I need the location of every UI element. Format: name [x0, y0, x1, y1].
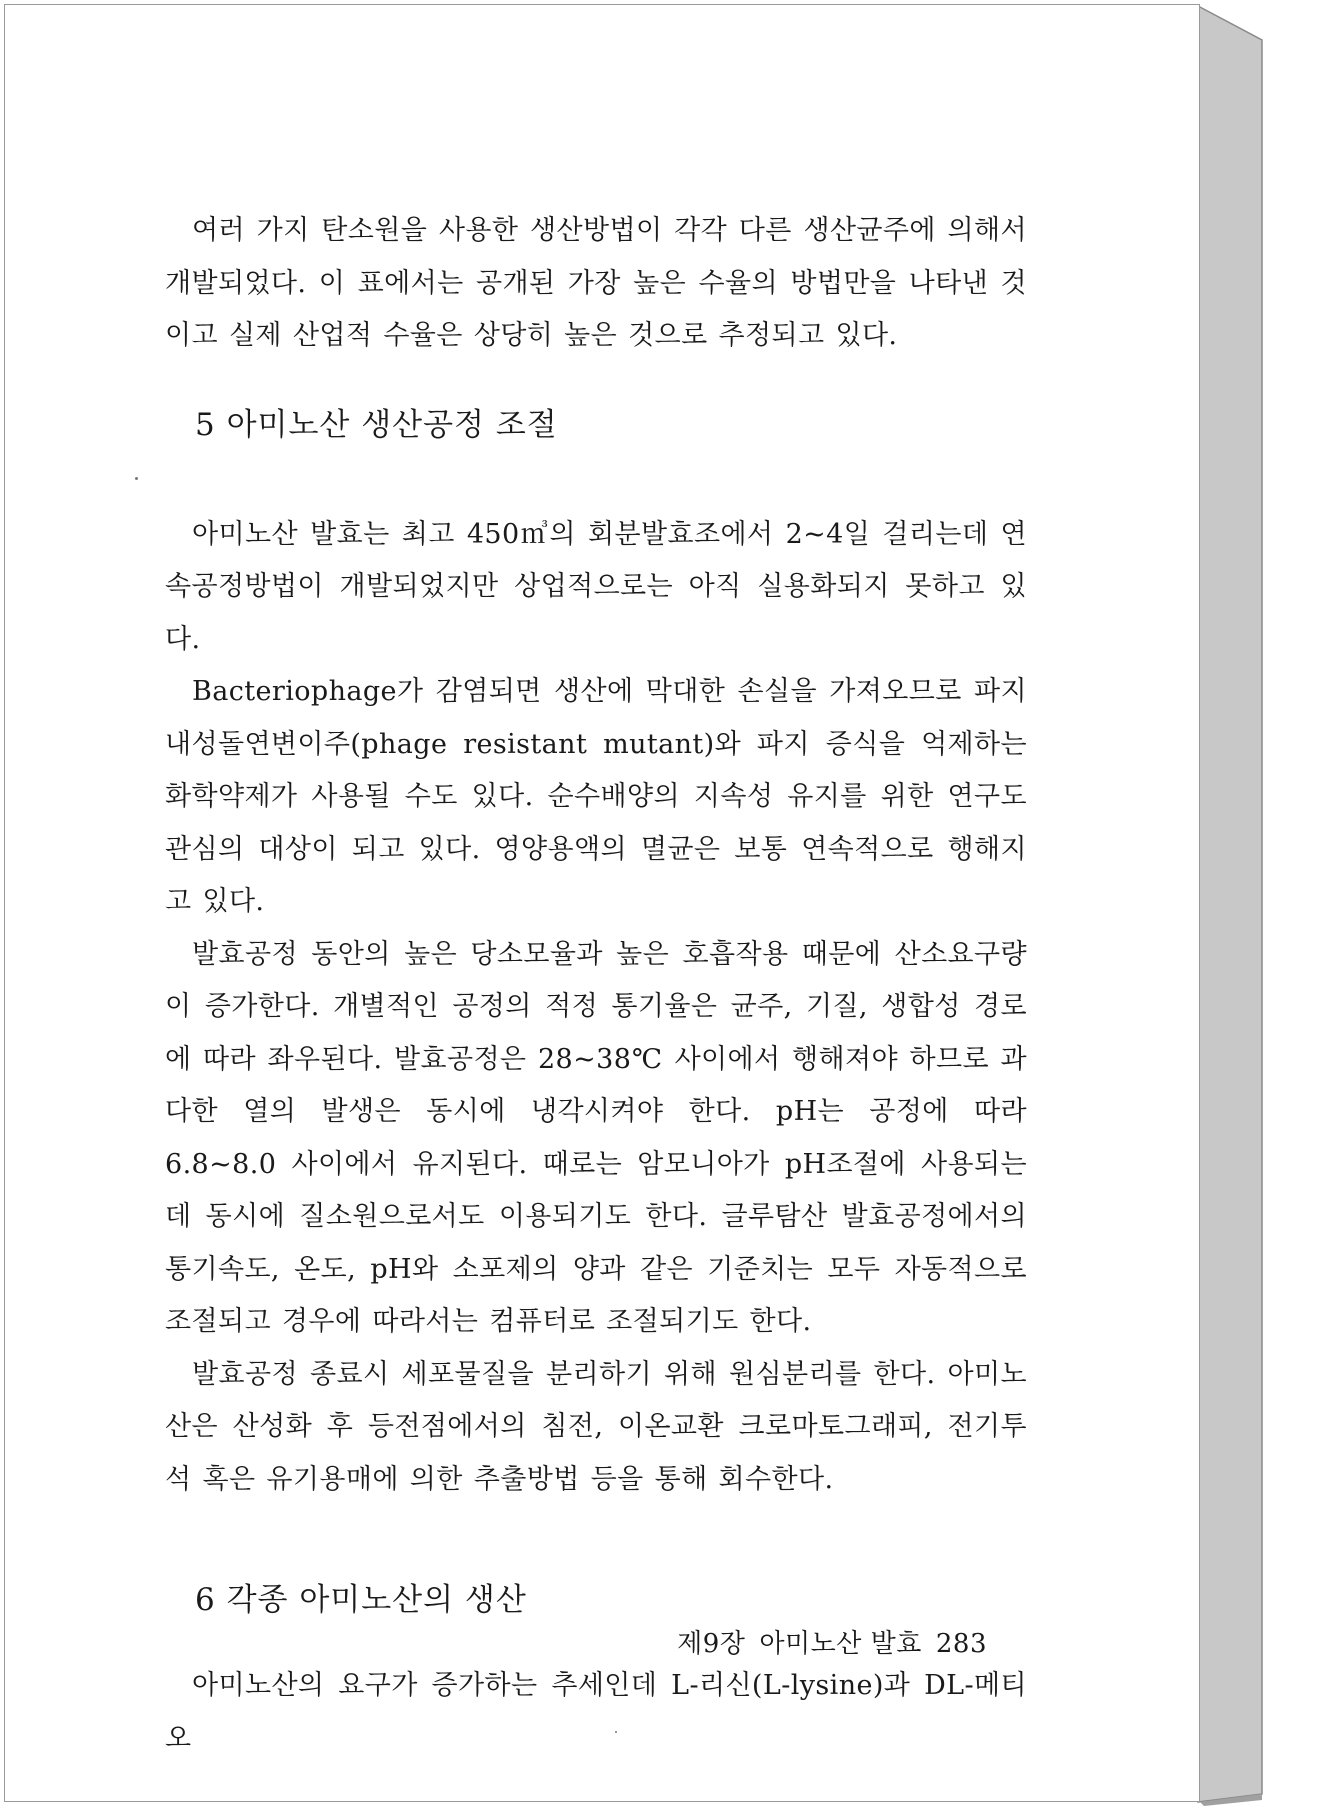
- footer-chapter: 제9장: [677, 1629, 746, 1659]
- section-6-heading: 6 각종 아미노산의 생산: [195, 1582, 527, 1618]
- document-page: [4, 4, 1200, 1802]
- intro-paragraph: 여러 가지 탄소원을 사용한 생산방법이 각각 다른 생산균주에 의해서 개발되었다. 이 표에서는 공개된 가장 높은 수율의 방법만을 나타낸 것이고 실제 산업적 수율은 상당히 높은 것으로 추정되고 있다.: [165, 215, 1027, 351]
- section-6-paragraph: 아미노산의 요구가 증가하는 추세인데 L-리신(L-lysine)과 DL-메티오: [165, 1670, 1027, 1754]
- page-content: [165, 205, 1027, 1765]
- footer-page-number: 283: [935, 1629, 987, 1659]
- section-5-paragraph-1: 아미노산 발효는 최고 450㎥의 회분발효조에서 2~4일 걸리는데 연속공정방법이 개발되었지만 상업적으로는 아직 실용화되지 못하고 있다.: [165, 518, 1027, 655]
- section-5-paragraph-3: 발효공정 동안의 높은 당소모율과 높은 호흡작용 때문에 산소요구량이 증가한다. 개별적인 공정의 적정 통기율은 균주, 기질, 생합성 경로에 따라 좌우된다. 발효공정은 28~38℃ 사이에서 행해져야 하므로 과다한 열의 발생은 동시에 냉각시켜야 한다. pH는 공정에 따라 6.8~8.0 사이에서 유지된다. 때로는 암모니아가 pH조절에 사용되는데 동시에 질소원으로서도 이용되기도 한다. 글루탐산 발효공정에서의 통기속도, 온도, pH와 소포제의 양과 같은 기준치는 모두 자동적으로 조절되고 경우에 따라서는 컴퓨터로 조절되기도 한다.: [165, 938, 1027, 1337]
- scan-speck: [135, 477, 138, 480]
- section-5-heading: 5 아미노산 생산공정 조절: [195, 406, 558, 443]
- section-5-paragraph-4: 발효공정 종료시 세포물질을 분리하기 위해 원심분리를 한다. 아미노산은 산성화 후 등전점에서의 침전, 이온교환 크로마토그래피, 전기투석 혹은 유기용매에 의한 추출방법 등을 통해 회수한다.: [165, 1358, 1027, 1495]
- footer-title: 아미노산 발효: [759, 1629, 922, 1659]
- running-footer: [677, 1623, 987, 1660]
- section-5-paragraph-2: Bacteriophage가 감염되면 생산에 막대한 손실을 가져오므로 파지 내성돌연변이주(phage resistant mutant)와 파지 증식을 억제하는 화학약제가 사용될 수도 있다. 순수배양의 지속성 유지를 위한 연구도 관심의 대상이 되고 있다. 영양용액의 멸균은 보통 연속적으로 행해지고 있다.: [165, 676, 1027, 917]
- scan-speck: [615, 1731, 617, 1733]
